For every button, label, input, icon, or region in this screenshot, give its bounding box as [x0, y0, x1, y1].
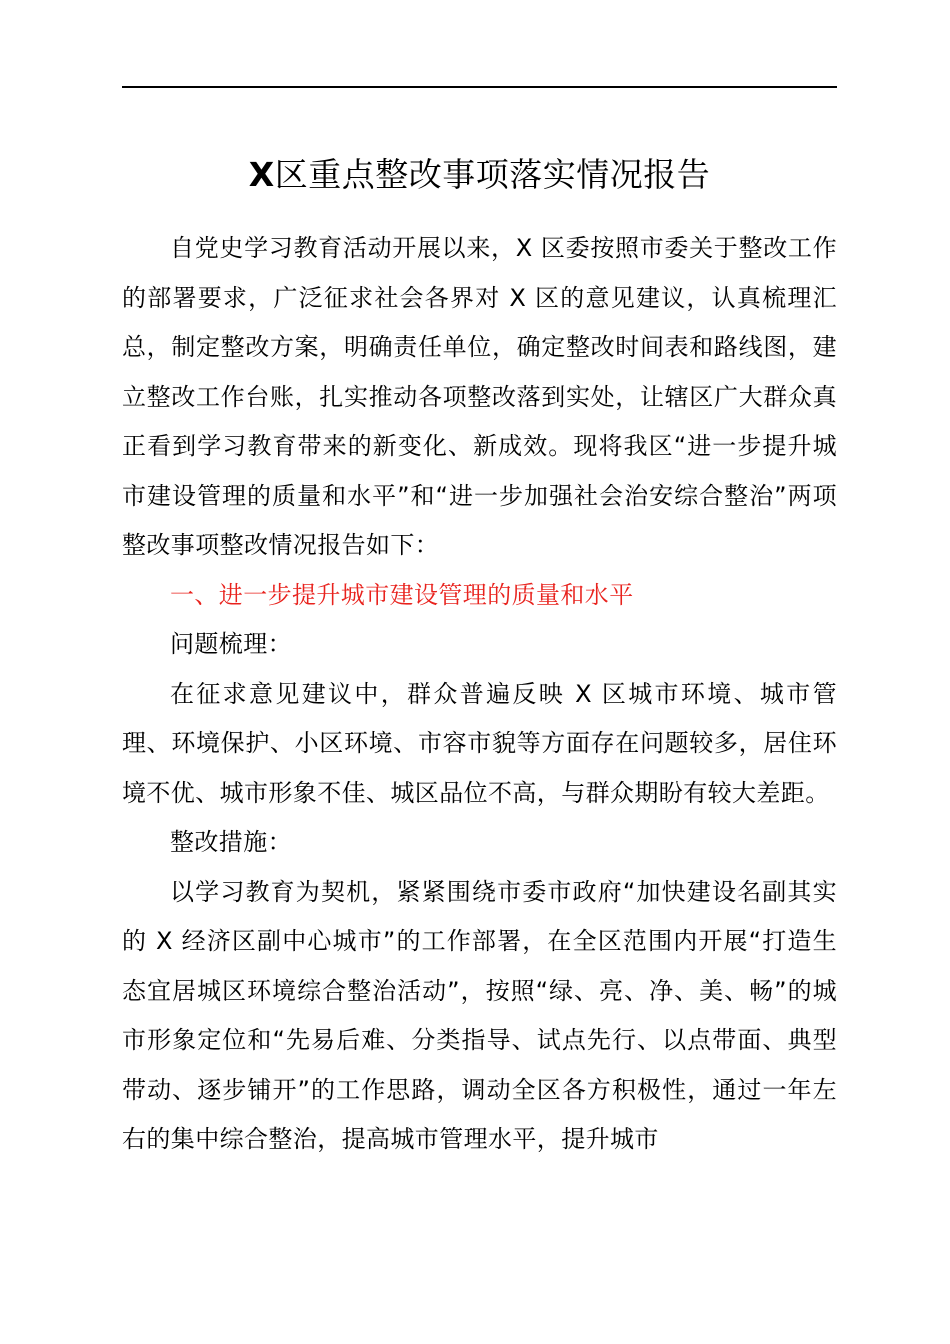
- measures-label: 整改措施：: [170, 828, 292, 856]
- title-prefix: X: [248, 155, 275, 194]
- problem-paragraph: 在征求意见建议中，群众普遍反映 X 区城市环境、城市管理、环境保护、小区环境、市容市貌等方面存在问题较多，居住环境不优、城市形象不佳、城区品位不高，与群众期盼有较大差距。: [122, 679, 837, 807]
- section-heading: 一、进一步提升城市建设管理的质量和水平: [170, 580, 634, 609]
- intro-paragraph: 自党史学习教育活动开展以来，X 区委按照市委关于整改工作的部署要求，广泛征求社会各界对 X 区的意见建议，认真梳理汇总，制定整改方案，明确责任单位，确定整改时间表和路线图，建立整改工作台账，扎实推动各项整改落到实处，让辖区广大群众真正看到学习教育带来的新变化、新成效。现将我区“进一步提升城市建设管理的质量和水平”和“进一步加强社会治安综合整治”两项整改事项整改情况报告如下：: [122, 234, 837, 559]
- title-text: 区重点整改事项落实情况报告: [274, 155, 711, 194]
- document-body: [122, 224, 837, 1165]
- measures-paragraph: 以学习教育为契机，紧紧围绕市委市政府“加快建设名副其实的 X 经济区副中心城市”的工作部署，在全区范围内开展“打造生态宜居城区环境综合整治活动”，按照“绿、亮、净、美、畅”的城市形象定位和“先易后难、分类指导、试点先行、以点带面、典型带动、逐步铺开”的工作思路，调动全区各方积极性，通过一年左右的集中综合整治，提高城市管理水平，提升城市: [122, 877, 837, 1153]
- document-title: [122, 146, 837, 204]
- problem-label: 问题梳理：: [170, 630, 292, 658]
- header-rule: [122, 86, 837, 88]
